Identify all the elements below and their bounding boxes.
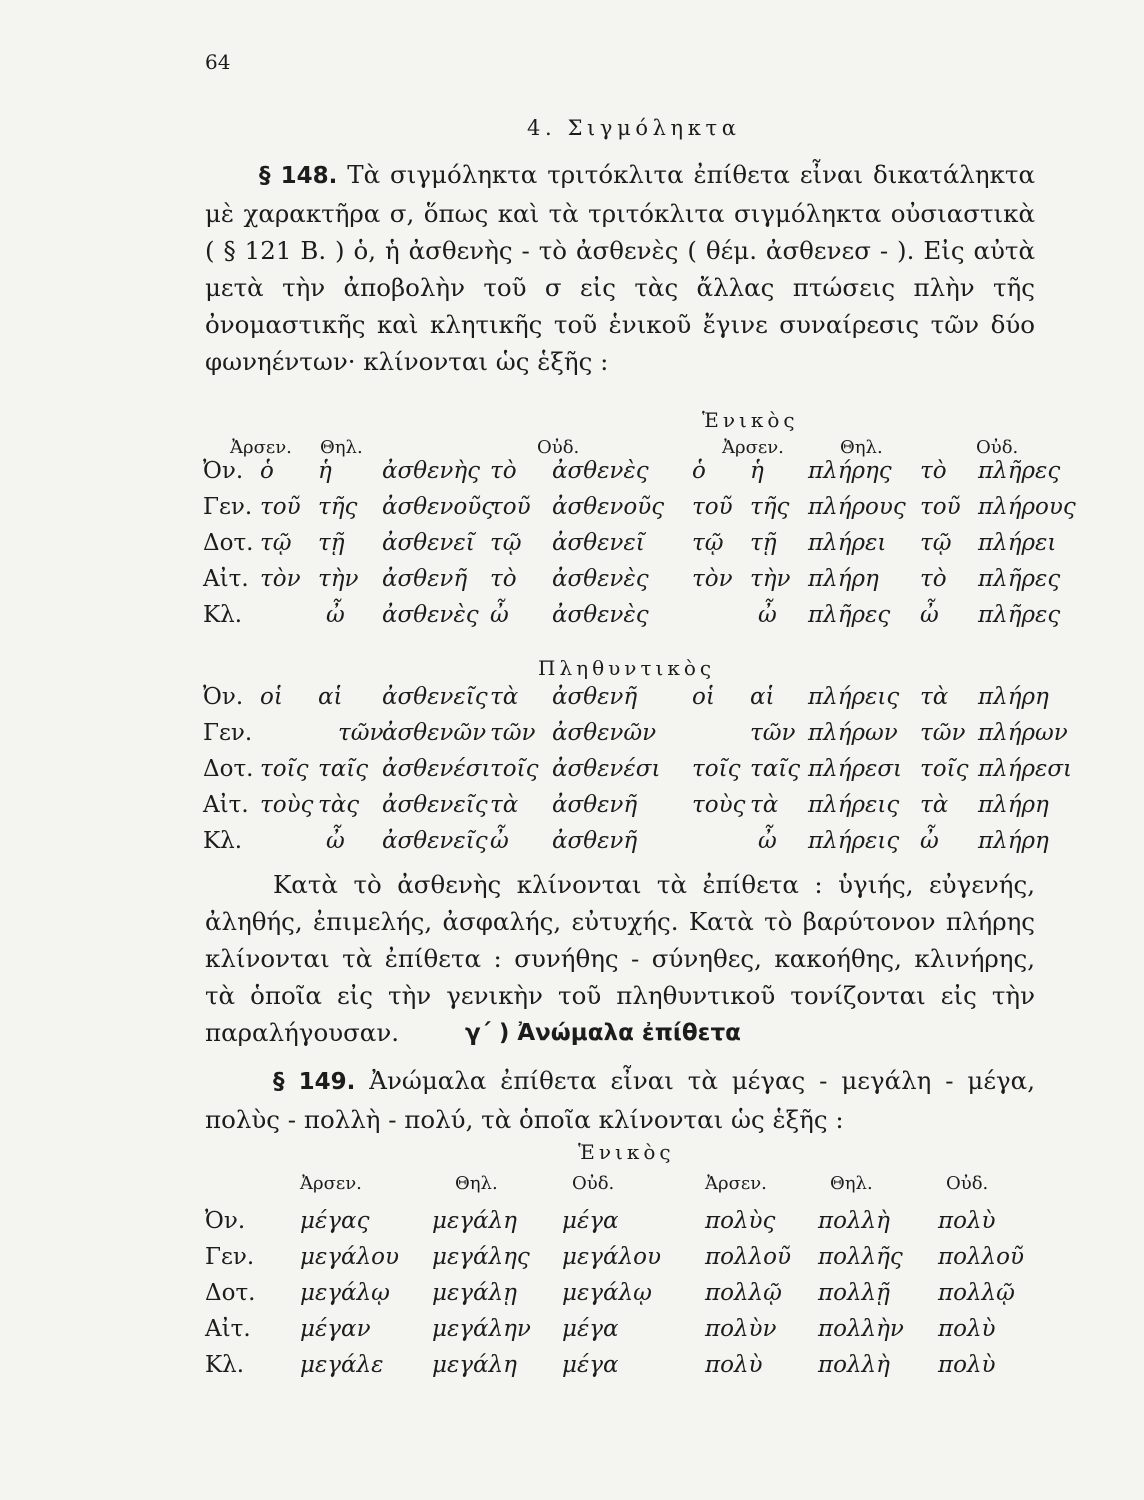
table-cell: μέγας xyxy=(300,1208,370,1234)
table-cell: πολὺ xyxy=(938,1208,996,1234)
table-cell: πολλὴν xyxy=(818,1316,904,1342)
case-label: Γεν. xyxy=(205,1244,255,1270)
column-header: Ἀρσεν. xyxy=(722,437,784,458)
case-label: Δοτ. xyxy=(203,756,254,782)
case-label: Ὀν. xyxy=(203,684,244,710)
table-cell: πλήρη xyxy=(978,828,1049,854)
subsection-heading: γ΄ ) Ἀνώμαλα ἐπίθετα xyxy=(465,1020,741,1046)
table-cell: ὦ xyxy=(920,602,939,628)
case-label: Γεν. xyxy=(203,720,253,746)
table-cell: πλήρους xyxy=(978,494,1076,520)
table-cell: ἡ xyxy=(318,458,332,484)
singular-heading: Ἑνικὸς xyxy=(702,408,799,432)
table-cell: τὰ xyxy=(750,792,779,818)
table-cell: μεγάλῃ xyxy=(432,1280,517,1306)
table-cell: τοῖς xyxy=(920,756,969,782)
table-cell: τὸ xyxy=(490,566,517,592)
section-heading: 4. Σιγμόληκτα xyxy=(527,116,741,140)
table-cell: πολὺ xyxy=(938,1316,996,1342)
table-cell: τῷ xyxy=(920,530,952,556)
table-cell: τοῦ xyxy=(490,494,531,520)
table-cell: πολὺν xyxy=(705,1316,777,1342)
table-cell: τῶν xyxy=(490,720,536,746)
table-cell: ἀσθενέσι xyxy=(552,756,661,782)
column-header: Ἀρσεν. xyxy=(230,437,292,458)
table-cell: ἀσθενεῖς xyxy=(382,792,488,818)
table-cell: ἀσθενὲς xyxy=(552,602,649,628)
table-cell: πλῆρες xyxy=(978,602,1061,628)
table-cell: μεγάλῳ xyxy=(562,1280,652,1306)
table-cell: πλήρη xyxy=(808,566,879,592)
table-cell: ἀσθενοῦς xyxy=(382,494,495,520)
paragraph-text: Τὰ σιγμόληκτα τριτόκλιτα ἐπίθετα εἶναι δικατάληκτα μὲ χαρακτῆρα σ, ὅπως καὶ τὰ τριτόκλιτα σιγμόληκτα οὐσιαστικὰ ( § 121 Β. ) ὁ, ἡ ἀσθενὴς - τὸ ἀσθενὲς ( θέμ. ἀσθενεσ - ). Εἰς αὐτὰ μετὰ τὴν ἀποβολὴν τοῦ σ εἰς τὰς ἄλλας πτώσεις πλὴν τῆς ὀνομαστικῆς καὶ κλητικῆς τοῦ ἑνικοῦ ἔγινε συναίρεσις τῶν δύο φωνηέντων· κλίνονται ὡς ἑξῆς : xyxy=(205,160,1035,376)
paragraph-149 xyxy=(205,1062,1035,1138)
table-cell: τὴν xyxy=(318,566,359,592)
table-cell: μεγάλῳ xyxy=(300,1280,390,1306)
table-cell: πλῆρες xyxy=(808,602,891,628)
table-cell: ἀσθενὲς xyxy=(552,566,649,592)
table-cell: τὰ xyxy=(490,684,519,710)
table-cell: τοὺς xyxy=(260,792,314,818)
paragraph-text: Ἀνώμαλα ἐπίθετα εἶναι τὰ μέγας - μεγάλη - μέγα, πολὺς - πολλὴ - πολύ, τὰ ὁποῖα κλίνονται ὡς ἑξῆς : xyxy=(205,1066,1035,1134)
case-label: Ὀν. xyxy=(203,458,244,484)
table-cell: τῷ xyxy=(692,530,724,556)
case-label: Κλ. xyxy=(205,1352,245,1378)
column-header: Οὐδ. xyxy=(976,437,1019,458)
table-cell: μεγάλης xyxy=(432,1244,530,1270)
table-cell: πλήρεσι xyxy=(978,756,1073,782)
column-header: Οὐδ. xyxy=(572,1173,615,1194)
table-cell: πολλῷ xyxy=(938,1280,1015,1306)
table-cell: ὁ xyxy=(692,458,706,484)
table-cell: οἱ xyxy=(692,684,715,710)
table-cell: ὁ xyxy=(260,458,274,484)
paragraph-148 xyxy=(205,156,1035,380)
paragraph-after-table: Κατὰ τὸ ἀσθενὴς κλίνονται τὰ ἐπίθετα : ὑγιής, εὐγενής, ἀληθής, ἐπιμελής, ἀσφαλής, εὐτυχής. Κατὰ τὸ βαρύτονον πλήρης κλίνονται τὰ ἐπίθετα : συνήθης - σύνηθες, κακοήθης, κλινήρης, τὰ ὁποῖα εἰς τὴν γενικὴν τοῦ πληθυντικοῦ τονίζονται εἰς τὴν παραλήγουσαν. xyxy=(205,870,1035,1047)
table-cell: πολλῆς xyxy=(818,1244,903,1270)
table-cell: τὸ xyxy=(490,458,517,484)
table-cell: τῇ xyxy=(750,530,777,556)
table-cell: πολλοῦ xyxy=(705,1244,791,1270)
table-cell: τὰς xyxy=(318,792,360,818)
table-cell: τοῖς xyxy=(490,756,539,782)
table-cell: ἀσθενέσι xyxy=(382,756,491,782)
case-label: Αἰτ. xyxy=(205,1316,251,1342)
table-cell: ἀσθενὴς xyxy=(382,458,481,484)
table-cell: τὸν xyxy=(260,566,301,592)
case-label: Γεν. xyxy=(203,494,253,520)
table-cell: μεγάλου xyxy=(562,1244,661,1270)
table-cell: ἀσθενεῖς xyxy=(382,828,488,854)
table-cell: μεγάλου xyxy=(300,1244,399,1270)
table-cell: τοῦ xyxy=(692,494,733,520)
table-cell: τῇ xyxy=(318,530,345,556)
table-cell: ὦ xyxy=(326,828,345,854)
table-cell: τοὺς xyxy=(692,792,746,818)
table-cell: πολλῇ xyxy=(818,1280,890,1306)
table-cell: πολὺς xyxy=(705,1208,776,1234)
section-number: § 149. xyxy=(273,1069,356,1095)
case-label: Αἰτ. xyxy=(203,566,249,592)
table-cell: ταῖς xyxy=(318,756,369,782)
table-cell: πλήρεις xyxy=(808,828,900,854)
table-cell: τὰ xyxy=(920,792,949,818)
column-header: Θηλ. xyxy=(320,437,363,458)
case-label: Δοτ. xyxy=(203,530,254,556)
column-header: Οὐδ. xyxy=(946,1173,989,1194)
case-label: Δοτ. xyxy=(205,1280,256,1306)
table-cell: ἀσθενῶν xyxy=(552,720,657,746)
table-cell: τοῖς xyxy=(260,756,309,782)
table-cell: ἀσθενῆ xyxy=(552,684,638,710)
case-label: Αἰτ. xyxy=(203,792,249,818)
table-cell: ἀσθενῆ xyxy=(552,792,638,818)
table-cell: μεγάλε xyxy=(300,1352,384,1378)
page-number: 64 xyxy=(205,50,231,74)
table-cell: τοῖς xyxy=(692,756,741,782)
column-header: Οὐδ. xyxy=(537,437,580,458)
table-cell: ἀσθενῆ xyxy=(552,828,638,854)
table-cell: τὸν xyxy=(692,566,733,592)
table-cell: ὦ xyxy=(758,828,777,854)
case-label: Κλ. xyxy=(203,602,243,628)
table-cell: πλῆρες xyxy=(978,458,1061,484)
table-cell: ἀσθενοῦς xyxy=(552,494,665,520)
table-cell: τὴν xyxy=(750,566,791,592)
column-header: Θηλ. xyxy=(830,1173,873,1194)
table-cell: μέγα xyxy=(562,1316,619,1342)
column-header: Θηλ. xyxy=(840,437,883,458)
plural-heading: Πληθυντικὸς xyxy=(538,656,716,680)
table-cell: ὦ xyxy=(490,602,509,628)
table-cell: ἀσθενὲς xyxy=(552,458,649,484)
column-header: Ἀρσεν. xyxy=(705,1173,767,1194)
table-cell: ἀσθενεῖ xyxy=(382,530,475,556)
table-cell: πλήρη xyxy=(978,684,1049,710)
singular-heading: Ἑνικὸς xyxy=(578,1140,675,1164)
table-cell: τῶν xyxy=(920,720,966,746)
table-cell: τοῦ xyxy=(260,494,301,520)
table-cell: ἀσθενὲς xyxy=(382,602,479,628)
table-cell: μεγάλη xyxy=(432,1352,517,1378)
table-cell: τῆς xyxy=(750,494,790,520)
table-cell: πλήρει xyxy=(808,530,887,556)
table-cell: πολλῷ xyxy=(705,1280,782,1306)
table-cell: ἀσθενῶν xyxy=(382,720,487,746)
table-cell: ὦ xyxy=(326,602,345,628)
table-cell: πλήρεις xyxy=(808,684,900,710)
table-cell: ἡ xyxy=(750,458,764,484)
table-cell: ἀσθενῆ xyxy=(382,566,468,592)
table-cell: μέγαν xyxy=(300,1316,371,1342)
column-header: Ἀρσεν. xyxy=(300,1173,362,1194)
table-cell: πλήρεις xyxy=(808,792,900,818)
table-cell: πλήρης xyxy=(808,458,892,484)
table-cell: αἱ xyxy=(750,684,775,710)
table-cell: τὸ xyxy=(920,566,947,592)
table-cell: αἱ xyxy=(318,684,343,710)
table-cell: πολὺ xyxy=(938,1352,996,1378)
column-header: Θηλ. xyxy=(455,1173,498,1194)
table-cell: πλῆρες xyxy=(978,566,1061,592)
table-cell: τῷ xyxy=(260,530,292,556)
table-cell: πλήρων xyxy=(978,720,1068,746)
table-cell: πλήρει xyxy=(978,530,1057,556)
table-cell: πλήρεσι xyxy=(808,756,903,782)
table-cell: ὦ xyxy=(490,828,509,854)
table-cell: πολὺ xyxy=(705,1352,763,1378)
table-cell: πλήρων xyxy=(808,720,898,746)
table-cell: πλήρους xyxy=(808,494,906,520)
section-number: § 148. xyxy=(259,163,338,189)
table-cell: μεγάλη xyxy=(432,1208,517,1234)
table-cell: τῷ xyxy=(490,530,522,556)
table-cell: οἱ xyxy=(260,684,283,710)
table-cell: πολλὴ xyxy=(818,1208,890,1234)
table-cell: μεγάλην xyxy=(432,1316,531,1342)
table-cell: τῆς xyxy=(318,494,358,520)
table-cell: ἀσθενεῖς xyxy=(382,684,488,710)
table-cell: μέγα xyxy=(562,1208,619,1234)
case-label: Ὀν. xyxy=(205,1208,246,1234)
table-cell: πλήρη xyxy=(978,792,1049,818)
table-cell: ταῖς xyxy=(750,756,801,782)
table-cell: πολλὴ xyxy=(818,1352,890,1378)
table-cell: τῶν xyxy=(750,720,796,746)
table-cell: τὰ xyxy=(920,684,949,710)
table-cell: πολλοῦ xyxy=(938,1244,1024,1270)
table-cell: ὦ xyxy=(920,828,939,854)
table-cell: τῶν xyxy=(338,720,384,746)
table-cell: ὦ xyxy=(758,602,777,628)
table-cell: τοῦ xyxy=(920,494,961,520)
table-cell: τὸ xyxy=(920,458,947,484)
table-cell: τὰ xyxy=(490,792,519,818)
case-label: Κλ. xyxy=(203,828,243,854)
table-cell: ἀσθενεῖ xyxy=(552,530,645,556)
table-cell: μέγα xyxy=(562,1352,619,1378)
